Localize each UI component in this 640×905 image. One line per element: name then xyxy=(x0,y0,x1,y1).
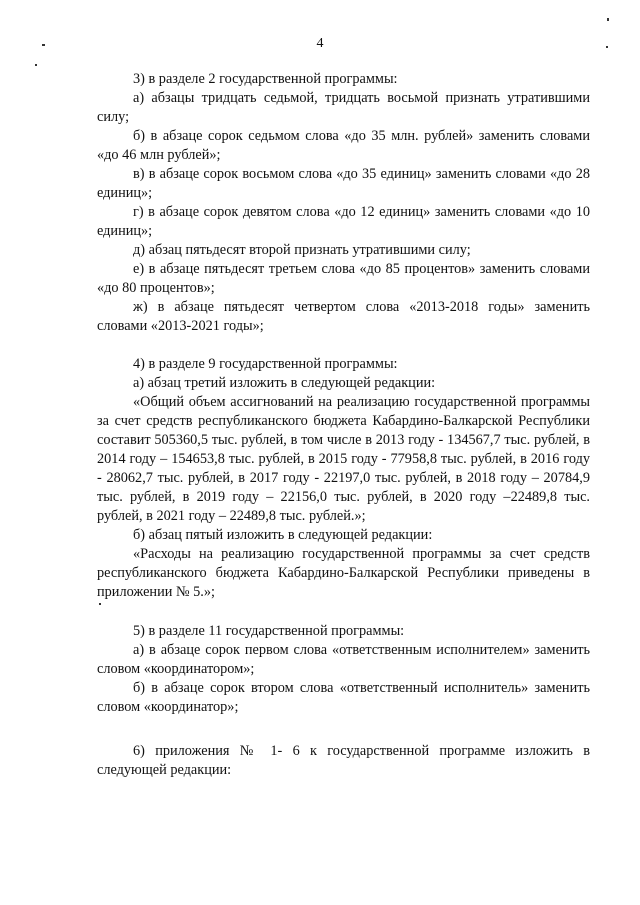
paragraph-quote-expenses: «Расходы на реализацию государственной программы за счет средств республиканского бюджета Кабардино-Балкарской Республики приведены в приложении № 5.»; xyxy=(97,546,590,600)
paragraph-item-zh: ж) в абзаце пятьдесят четвертом слова «2013-2018 годы» заменить словами «2013-2021 годы»; xyxy=(97,299,590,334)
paragraph-item-v: в) в абзаце сорок восьмом слова «до 35 единиц» заменить словами «до 28 единиц»; xyxy=(97,166,590,201)
paragraph-item-a: а) абзацы тридцать седьмой, тридцать восьмой признать утратившими силу; xyxy=(97,90,590,125)
paragraph-quote-funding: «Общий объем ассигнований на реализацию государственной программы за счет средств республиканского бюджета Кабардино-Балкарской Республики составит 505360,5 тыс. рублей, в том числе в 2013 году - 134567,7 тыс. рублей, в 2014 году – 154653,8 тыс. рублей, в 2015 году - 77958,8 тыс. рублей, в 2016 году - 28062,7 тыс. рублей, в 2017 году - 22197,0 тыс. рублей, в 2018 году – 20784,9 тыс. рублей, в 2019 году – 22156,0 тыс. рублей, в 2020 году –22489,8 тыс. рублей, в 2021 году – 22489,8 тыс. рублей.»; xyxy=(97,394,590,524)
page-number: 4 xyxy=(316,36,324,51)
paragraph-section-9: 4) в разделе 9 государственной программы: xyxy=(133,356,398,372)
paragraph-item-g: г) в абзаце сорок девятом слова «до 12 единиц» заменить словами «до 10 единиц»; xyxy=(97,204,590,239)
scan-mark xyxy=(607,18,609,21)
paragraph-section-11: 5) в разделе 11 государственной программы: xyxy=(133,623,405,639)
scan-mark xyxy=(35,64,37,66)
paragraph-section-2: 3) в разделе 2 государственной программы: xyxy=(133,71,398,87)
paragraph-item-d: д) абзац пятьдесят второй признать утратившими силу; xyxy=(133,242,471,258)
paragraph-item-a: а) в абзаце сорок первом слова «ответственным исполнителем» заменить словом «координатором»; xyxy=(97,642,590,677)
paragraph-item-a: а) абзац третий изложить в следующей редакции: xyxy=(133,375,436,391)
paragraph-item-b: б) в абзаце сорок втором слова «ответственный исполнитель» заменить словом «координатор»; xyxy=(97,680,590,715)
scan-mark xyxy=(42,44,45,46)
paragraph-item-e: е) в абзаце пятьдесят третьем слова «до 85 процентов» заменить словами «до 80 процентов»; xyxy=(97,261,590,296)
paragraph-item-b: б) абзац пятый изложить в следующей редакции: xyxy=(133,527,433,543)
document-body xyxy=(97,70,590,780)
paragraph-item-b: б) в абзаце сорок седьмом слова «до 35 млн. рублей» заменить словами «до 46 млн рублей»; xyxy=(97,128,590,163)
paragraph-appendices: 6) приложения № 1- 6 к государственной программе изложить в следующей редакции: xyxy=(97,743,590,778)
scan-mark xyxy=(606,46,608,48)
